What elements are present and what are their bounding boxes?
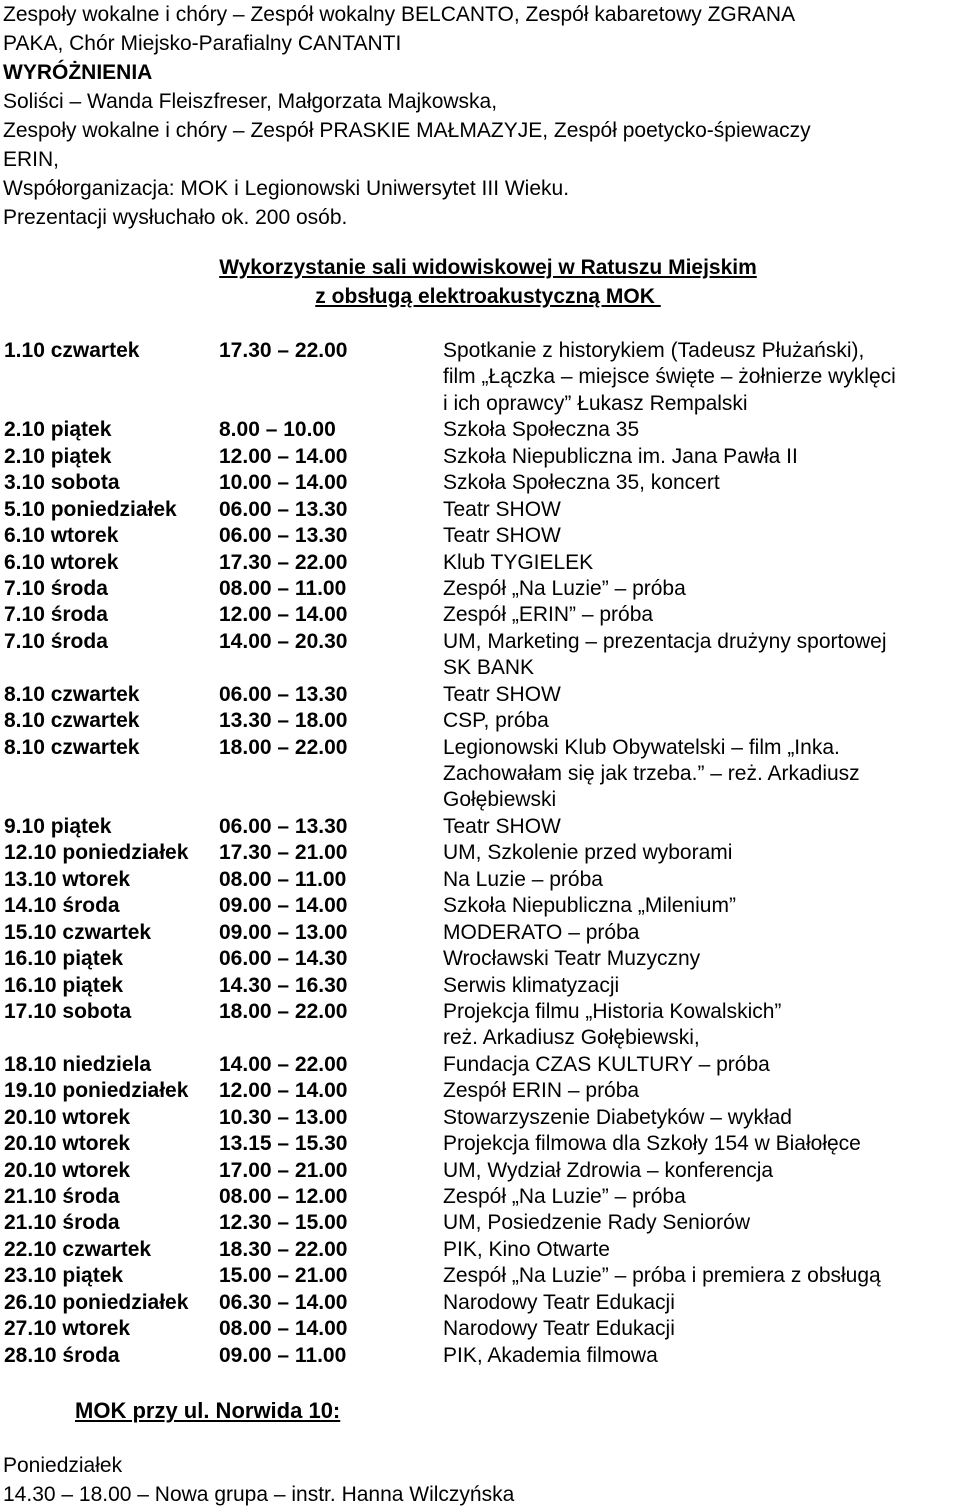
schedule-date: 8.10 czwartek [4, 682, 140, 706]
schedule-row [0, 1263, 960, 1289]
schedule-date: 2.10 piątek [4, 418, 112, 442]
schedule-event: Zespół „Na Luzie” – próba [443, 1185, 686, 1208]
schedule-row [0, 523, 960, 549]
schedule-date: 3.10 sobota [4, 471, 120, 495]
schedule-time: 12.00 – 14.00 [219, 603, 348, 627]
schedule-date: 16.10 piątek [4, 947, 124, 971]
footer-title: MOK przy ul. Norwida 10: [75, 1398, 341, 1423]
schedule-time: 12.30 – 15.00 [219, 1211, 348, 1235]
footer-entry: 14.30 – 18.00 – Nowa grupa – instr. Hanna Wilczyńska [3, 1483, 515, 1506]
schedule-date: 7.10 środa [4, 603, 108, 627]
schedule-event: Spotkanie z historykiem (Tadeusz Płużański), [443, 339, 865, 362]
section-heading-line-2: z obsługą elektroakustyczną MOK [315, 285, 661, 308]
schedule-row [0, 946, 960, 972]
schedule-event: Gołębiewski [443, 788, 557, 812]
schedule-date: 18.10 niedziela [4, 1052, 152, 1076]
schedule-row [0, 893, 960, 919]
schedule-date: 2.10 piątek [4, 444, 112, 468]
schedule-time: 06.00 – 13.30 [219, 814, 348, 838]
schedule-event: PIK, Kino Otwarte [443, 1237, 610, 1261]
schedule-date: 23.10 piątek [4, 1264, 124, 1288]
schedule-date: 28.10 środa [4, 1343, 120, 1367]
schedule-row [0, 444, 960, 470]
schedule-time: 18.30 – 22.00 [219, 1237, 348, 1261]
schedule-time: 08.00 – 11.00 [219, 576, 347, 600]
schedule-time: 13.30 – 18.00 [219, 709, 348, 733]
schedule-time: 09.00 – 14.00 [219, 894, 348, 918]
schedule-row [0, 1237, 960, 1263]
schedule-event: Zespół „ERIN” – próba [443, 603, 654, 627]
schedule-time: 08.00 – 14.00 [219, 1317, 348, 1341]
schedule-event: Teatr SHOW [443, 682, 561, 706]
intro-line: WYRÓŻNIENIA [3, 61, 153, 84]
schedule-date: 17.10 sobota [4, 999, 132, 1023]
schedule-event: MODERATO – próba [443, 920, 640, 944]
schedule-row-continuation [0, 364, 960, 390]
schedule-row-continuation [0, 1025, 960, 1051]
section-heading-line-1: Wykorzystanie sali widowiskowej w Ratuszu Miejskim [219, 256, 757, 279]
schedule-row [0, 1184, 960, 1210]
schedule-row [0, 840, 960, 866]
schedule-date: 20.10 wtorek [4, 1132, 131, 1156]
schedule-row-continuation [0, 761, 960, 787]
schedule-date: 20.10 wtorek [4, 1105, 131, 1129]
schedule-date: 21.10 środa [4, 1211, 120, 1235]
schedule-row [0, 470, 960, 496]
schedule-row [0, 417, 960, 443]
schedule-date: 19.10 poniedziałek [4, 1079, 189, 1103]
schedule-event: UM, Posiedzenie Rady Seniorów [443, 1211, 750, 1235]
schedule-event: Teatr SHOW [443, 814, 561, 838]
schedule-row [0, 550, 960, 576]
schedule-event: Fundacja CZAS KULTURY – próba [443, 1052, 770, 1076]
schedule-event: Zespół „Na Luzie” – próba [443, 576, 686, 600]
schedule-time: 18.00 – 22.00 [219, 735, 348, 759]
schedule-time: 14.00 – 20.30 [219, 629, 348, 653]
schedule-date: 20.10 wtorek [4, 1158, 131, 1182]
schedule-time: 15.00 – 21.00 [219, 1264, 348, 1288]
schedule-event: Na Luzie – próba [443, 867, 603, 891]
schedule-row-continuation [0, 787, 960, 813]
schedule-time: 13.15 – 15.30 [219, 1132, 348, 1156]
schedule-time: 12.00 – 14.00 [219, 1079, 348, 1103]
schedule-event: Serwis klimatyzacji [443, 973, 620, 997]
schedule-event: Szkoła Niepubliczna „Milenium” [443, 894, 736, 918]
schedule-event: reż. Arkadiusz Gołębiewski, [443, 1026, 700, 1050]
schedule-date: 6.10 wtorek [4, 524, 119, 548]
schedule-row [0, 1316, 960, 1342]
schedule-time: 09.00 – 13.00 [219, 920, 348, 944]
schedule-event: Szkoła Społeczna 35, koncert [443, 471, 720, 495]
schedule-event: Narodowy Teatr Edukacji [443, 1290, 675, 1314]
intro-line: Zespoły wokalne i chóry – Zespół PRASKIE MAŁMAZYJE, Zespół poetycko-śpiewaczy [3, 119, 811, 142]
schedule-event: Szkoła Niepubliczna im. Jana Pawła II [443, 444, 798, 468]
schedule-time: 12.00 – 14.00 [219, 444, 348, 468]
schedule-event: Wrocławski Teatr Muzyczny [443, 947, 701, 971]
schedule-row [0, 1131, 960, 1157]
schedule-time: 18.00 – 22.00 [219, 999, 348, 1023]
schedule-row [0, 1343, 960, 1369]
schedule-event: Teatr SHOW [443, 497, 561, 521]
footer-day: Poniedziałek [3, 1454, 123, 1477]
schedule-date: 8.10 czwartek [4, 709, 140, 733]
schedule-row [0, 999, 960, 1025]
schedule-date: 5.10 poniedziałek [4, 497, 177, 521]
schedule-date: 9.10 piątek [4, 814, 112, 838]
schedule-row [0, 1158, 960, 1184]
schedule-row [0, 735, 960, 761]
schedule-row [0, 338, 960, 364]
schedule-event: SK BANK [443, 656, 535, 680]
schedule-time: 08.00 – 11.00 [219, 867, 347, 891]
schedule-row [0, 497, 960, 523]
schedule-date: 7.10 środa [4, 576, 108, 600]
schedule-event: Zachowałam się jak trzeba.” – reż. Arkadiusz [443, 762, 860, 785]
schedule-time: 06.00 – 13.30 [219, 497, 348, 521]
schedule-event: Zespół „Na Luzie” – próba i premiera z obsługą [443, 1264, 881, 1288]
schedule-event: Legionowski Klub Obywatelski – film „Inka. [443, 735, 840, 759]
schedule-date: 15.10 czwartek [4, 920, 152, 944]
schedule-row [0, 1078, 960, 1104]
intro-line: Współorganizacja: MOK i Legionowski Uniwersytet III Wieku. [3, 177, 570, 200]
schedule-row [0, 867, 960, 893]
schedule-event: UM, Marketing – prezentacja drużyny sportowej [443, 629, 887, 653]
schedule-time: 14.00 – 22.00 [219, 1052, 348, 1076]
schedule-event: Stowarzyszenie Diabetyków – wykład [443, 1105, 792, 1129]
schedule-event: Narodowy Teatr Edukacji [443, 1317, 675, 1341]
schedule-row [0, 1105, 960, 1131]
schedule-event: Projekcja filmu „Historia Kowalskich” [443, 999, 782, 1023]
schedule-time: 06.30 – 14.00 [219, 1290, 348, 1314]
schedule-row-continuation [0, 391, 960, 417]
schedule-row [0, 602, 960, 628]
schedule-event: Szkoła Społeczna 35 [443, 418, 640, 442]
schedule-row [0, 708, 960, 734]
schedule-date: 8.10 czwartek [4, 735, 140, 759]
schedule-event: Zespół ERIN – próba [443, 1079, 640, 1103]
schedule-time: 17.30 – 22.00 [219, 339, 348, 362]
intro-text [3, 0, 953, 232]
schedule-event: film „Łączka – miejsce święte – żołnierze wyklęci [443, 365, 896, 389]
schedule-event: CSP, próba [443, 709, 549, 733]
schedule-date: 13.10 wtorek [4, 867, 131, 891]
schedule-time: 09.00 – 11.00 [219, 1343, 347, 1367]
schedule-time: 06.00 – 13.30 [219, 524, 348, 548]
intro-line: Prezentacji wysłuchało ok. 200 osób. [3, 206, 348, 229]
schedule-date: 6.10 wtorek [4, 550, 119, 574]
schedule-date: 22.10 czwartek [4, 1237, 152, 1261]
schedule-date: 16.10 piątek [4, 973, 124, 997]
schedule-row [0, 1290, 960, 1316]
schedule-row [0, 814, 960, 840]
schedule-row [0, 920, 960, 946]
schedule-time: 06.00 – 13.30 [219, 682, 348, 706]
schedule-time: 17.00 – 21.00 [219, 1158, 348, 1182]
schedule-time: 10.30 – 13.00 [219, 1105, 348, 1129]
schedule-time: 17.30 – 21.00 [219, 841, 348, 865]
schedule-event: i ich oprawcy” Łukasz Rempalski [443, 391, 748, 415]
schedule-date: 12.10 poniedziałek [4, 841, 189, 865]
schedule-row [0, 973, 960, 999]
schedule-date: 7.10 środa [4, 629, 108, 653]
schedule-time: 17.30 – 22.00 [219, 550, 348, 574]
schedule-event: UM, Szkolenie przed wyborami [443, 841, 733, 865]
schedule-row [0, 629, 960, 655]
schedule-event: PIK, Akademia filmowa [443, 1343, 658, 1367]
schedule-time: 8.00 – 10.00 [219, 418, 336, 442]
schedule-date: 27.10 wtorek [4, 1317, 131, 1341]
schedule-row [0, 682, 960, 708]
schedule-list [0, 338, 960, 1369]
schedule-row-continuation [0, 655, 960, 681]
schedule-date: 26.10 poniedziałek [4, 1290, 189, 1314]
schedule-time: 10.00 – 14.00 [219, 471, 348, 495]
schedule-date: 1.10 czwartek [4, 339, 140, 362]
schedule-date: 14.10 środa [4, 894, 120, 918]
schedule-time: 08.00 – 12.00 [219, 1185, 348, 1208]
schedule-event: UM, Wydział Zdrowia – konferencja [443, 1158, 774, 1182]
intro-line: ERIN, [3, 148, 60, 171]
schedule-row [0, 1052, 960, 1078]
schedule-time: 06.00 – 14.30 [219, 947, 348, 971]
schedule-row [0, 576, 960, 602]
schedule-row [0, 1210, 960, 1236]
intro-line: PAKA, Chór Miejsko-Parafialny CANTANTI [3, 32, 402, 55]
intro-line: Zespoły wokalne i chóry – Zespół wokalny BELCANTO, Zespół kabaretowy ZGRANA [3, 3, 796, 26]
schedule-event: Projekcja filmowa dla Szkoły 154 w Białołęce [443, 1132, 861, 1156]
schedule-event: Klub TYGIELEK [443, 550, 594, 574]
schedule-time: 14.30 – 16.30 [219, 973, 348, 997]
schedule-date: 21.10 środa [4, 1185, 120, 1208]
intro-line: Soliści – Wanda Fleiszfreser, Małgorzata Majkowska, [3, 90, 498, 113]
schedule-event: Teatr SHOW [443, 524, 561, 548]
